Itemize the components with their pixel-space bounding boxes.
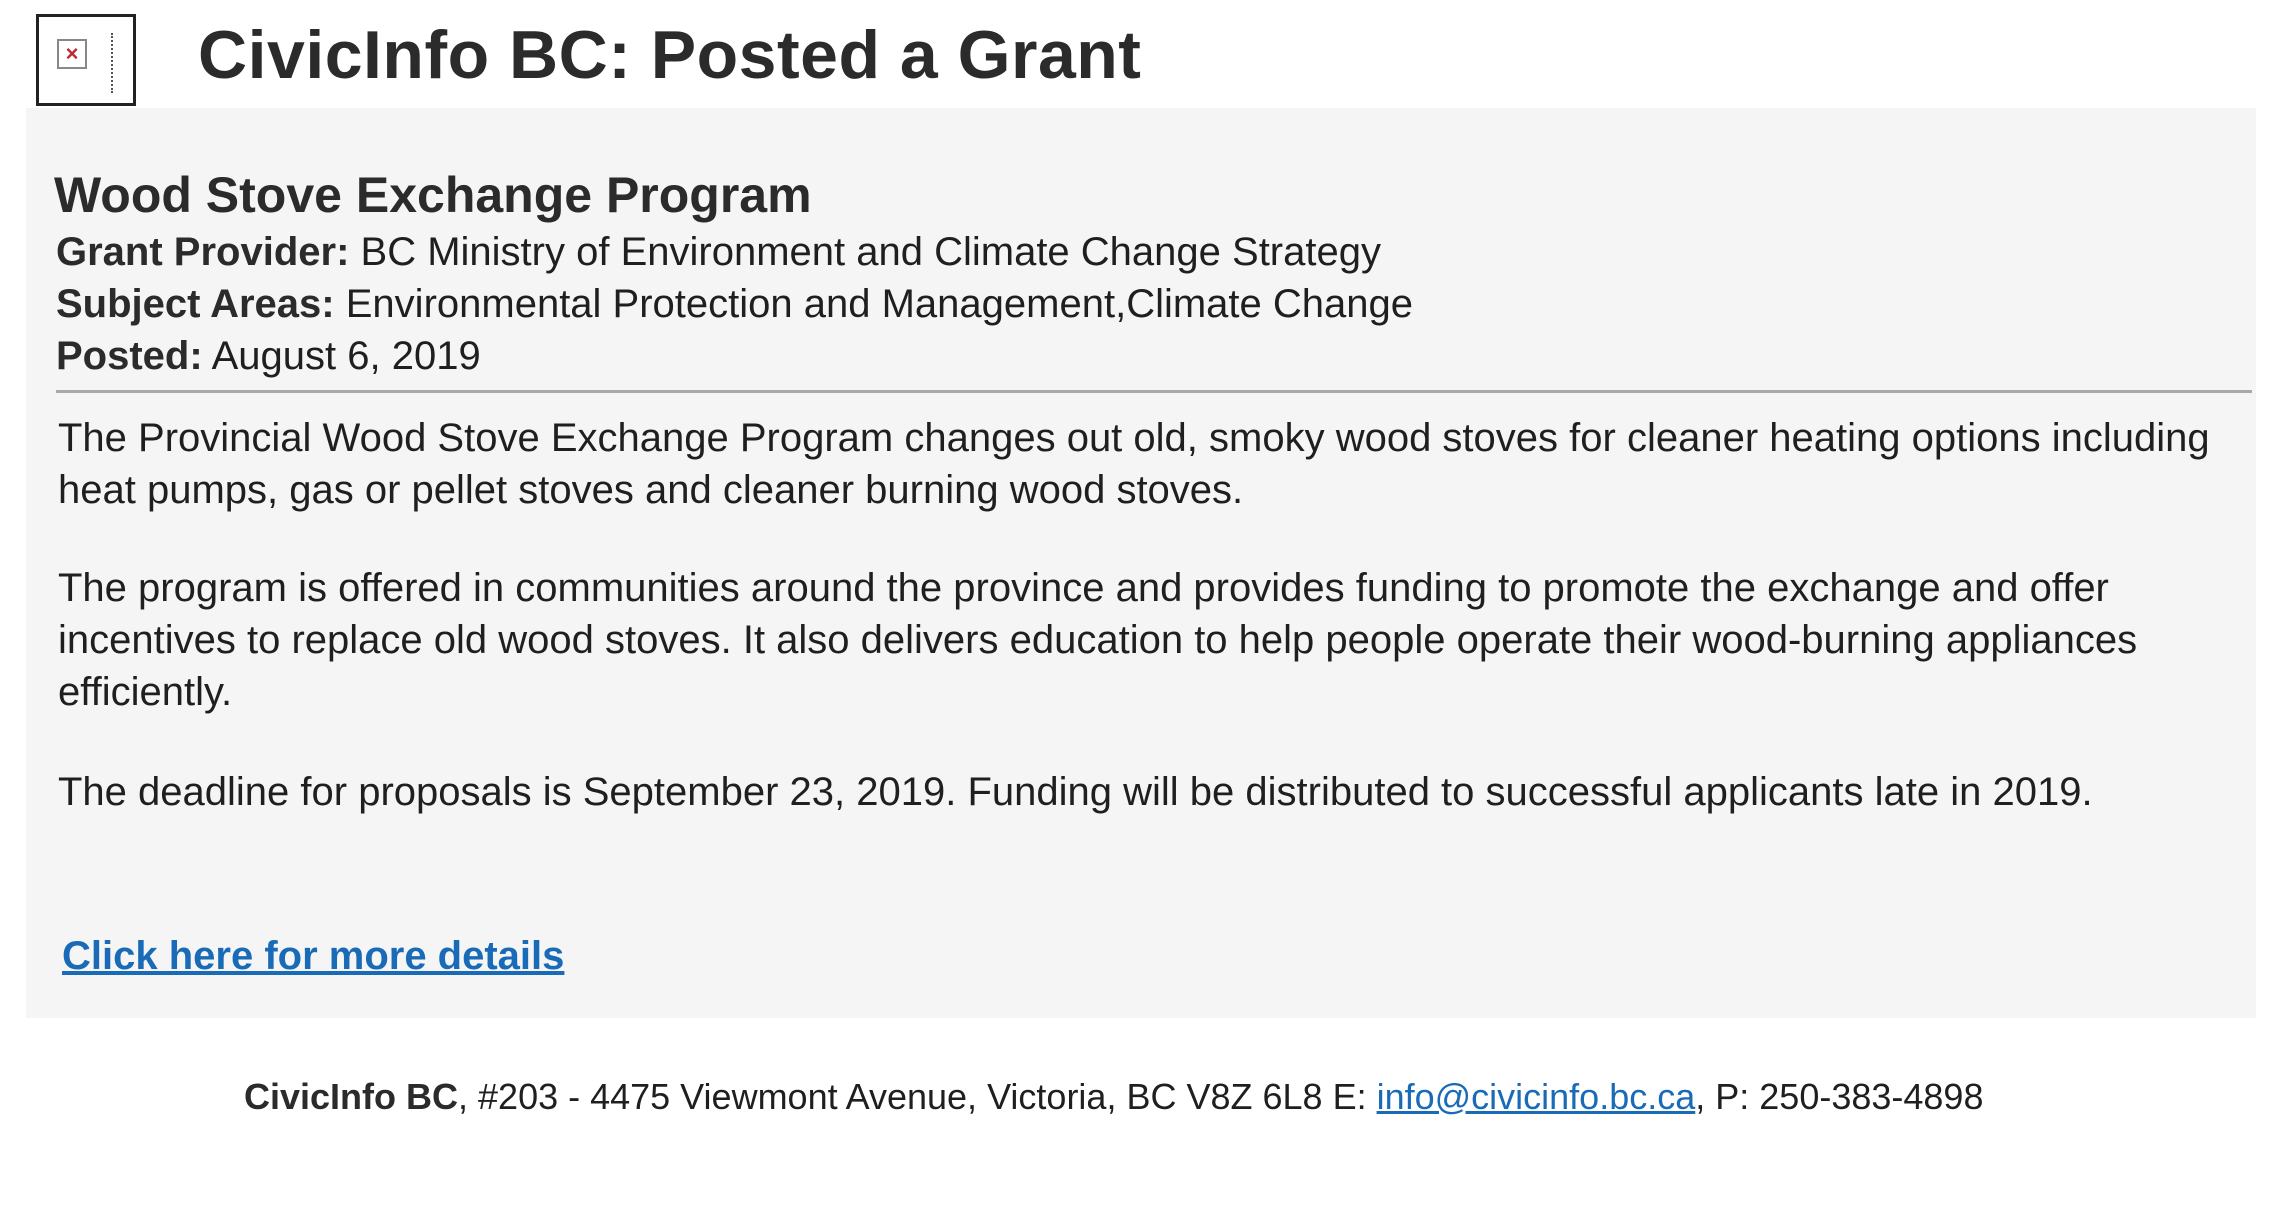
footer-address: , #203 - 4475 Viewmont Avenue, Victoria, BC V8Z 6L8 E: (458, 1076, 1377, 1117)
footer-org-name: CivicInfo BC (244, 1076, 459, 1117)
close-x-icon: × (57, 39, 87, 69)
posted-label: Posted: (56, 334, 203, 378)
deadline-paragraph: The deadline for proposals is September 23, 2019. Funding will be distributed to successful applicants late in 2019. (58, 770, 2093, 814)
posted-row (56, 334, 481, 379)
more-details-link[interactable]: Click here for more details (62, 934, 565, 978)
grant-provider-row (56, 230, 1381, 275)
page-title: CivicInfo BC: Posted a Grant (198, 17, 1142, 93)
posted-date: August 6, 2019 (211, 334, 481, 378)
grant-title: Wood Stove Exchange Program (54, 167, 812, 223)
grant-provider-label: Grant Provider: (56, 230, 350, 274)
description-paragraph: The program is offered in communities around the province and provides funding to promote the exchange and offer incentives to replace old wood stoves. It also delivers education to help people operate their wood-burning appliances efficiently. (58, 566, 2138, 714)
subject-areas-value: Environmental Protection and Management,Climate Change (345, 282, 1414, 326)
footer-phone: , P: 250-383-4898 (1695, 1076, 1984, 1117)
subject-areas-row (56, 282, 1413, 327)
divider (56, 390, 2252, 393)
footer-contact (244, 1076, 1983, 1118)
broken-image-icon (36, 14, 136, 106)
image-frame-marks (111, 33, 121, 93)
grant-panel (26, 108, 2256, 1018)
footer-email-link[interactable]: info@civicinfo.bc.ca (1376, 1076, 1696, 1117)
grant-provider-value: BC Ministry of Environment and Climate Change Strategy (360, 230, 1381, 274)
description-paragraph: The Provincial Wood Stove Exchange Program changes out old, smoky wood stoves for cleaner heating options including heat pumps, gas or pellet stoves and cleaner burning wood stoves. (58, 416, 2210, 512)
subject-areas-label: Subject Areas: (56, 282, 335, 326)
